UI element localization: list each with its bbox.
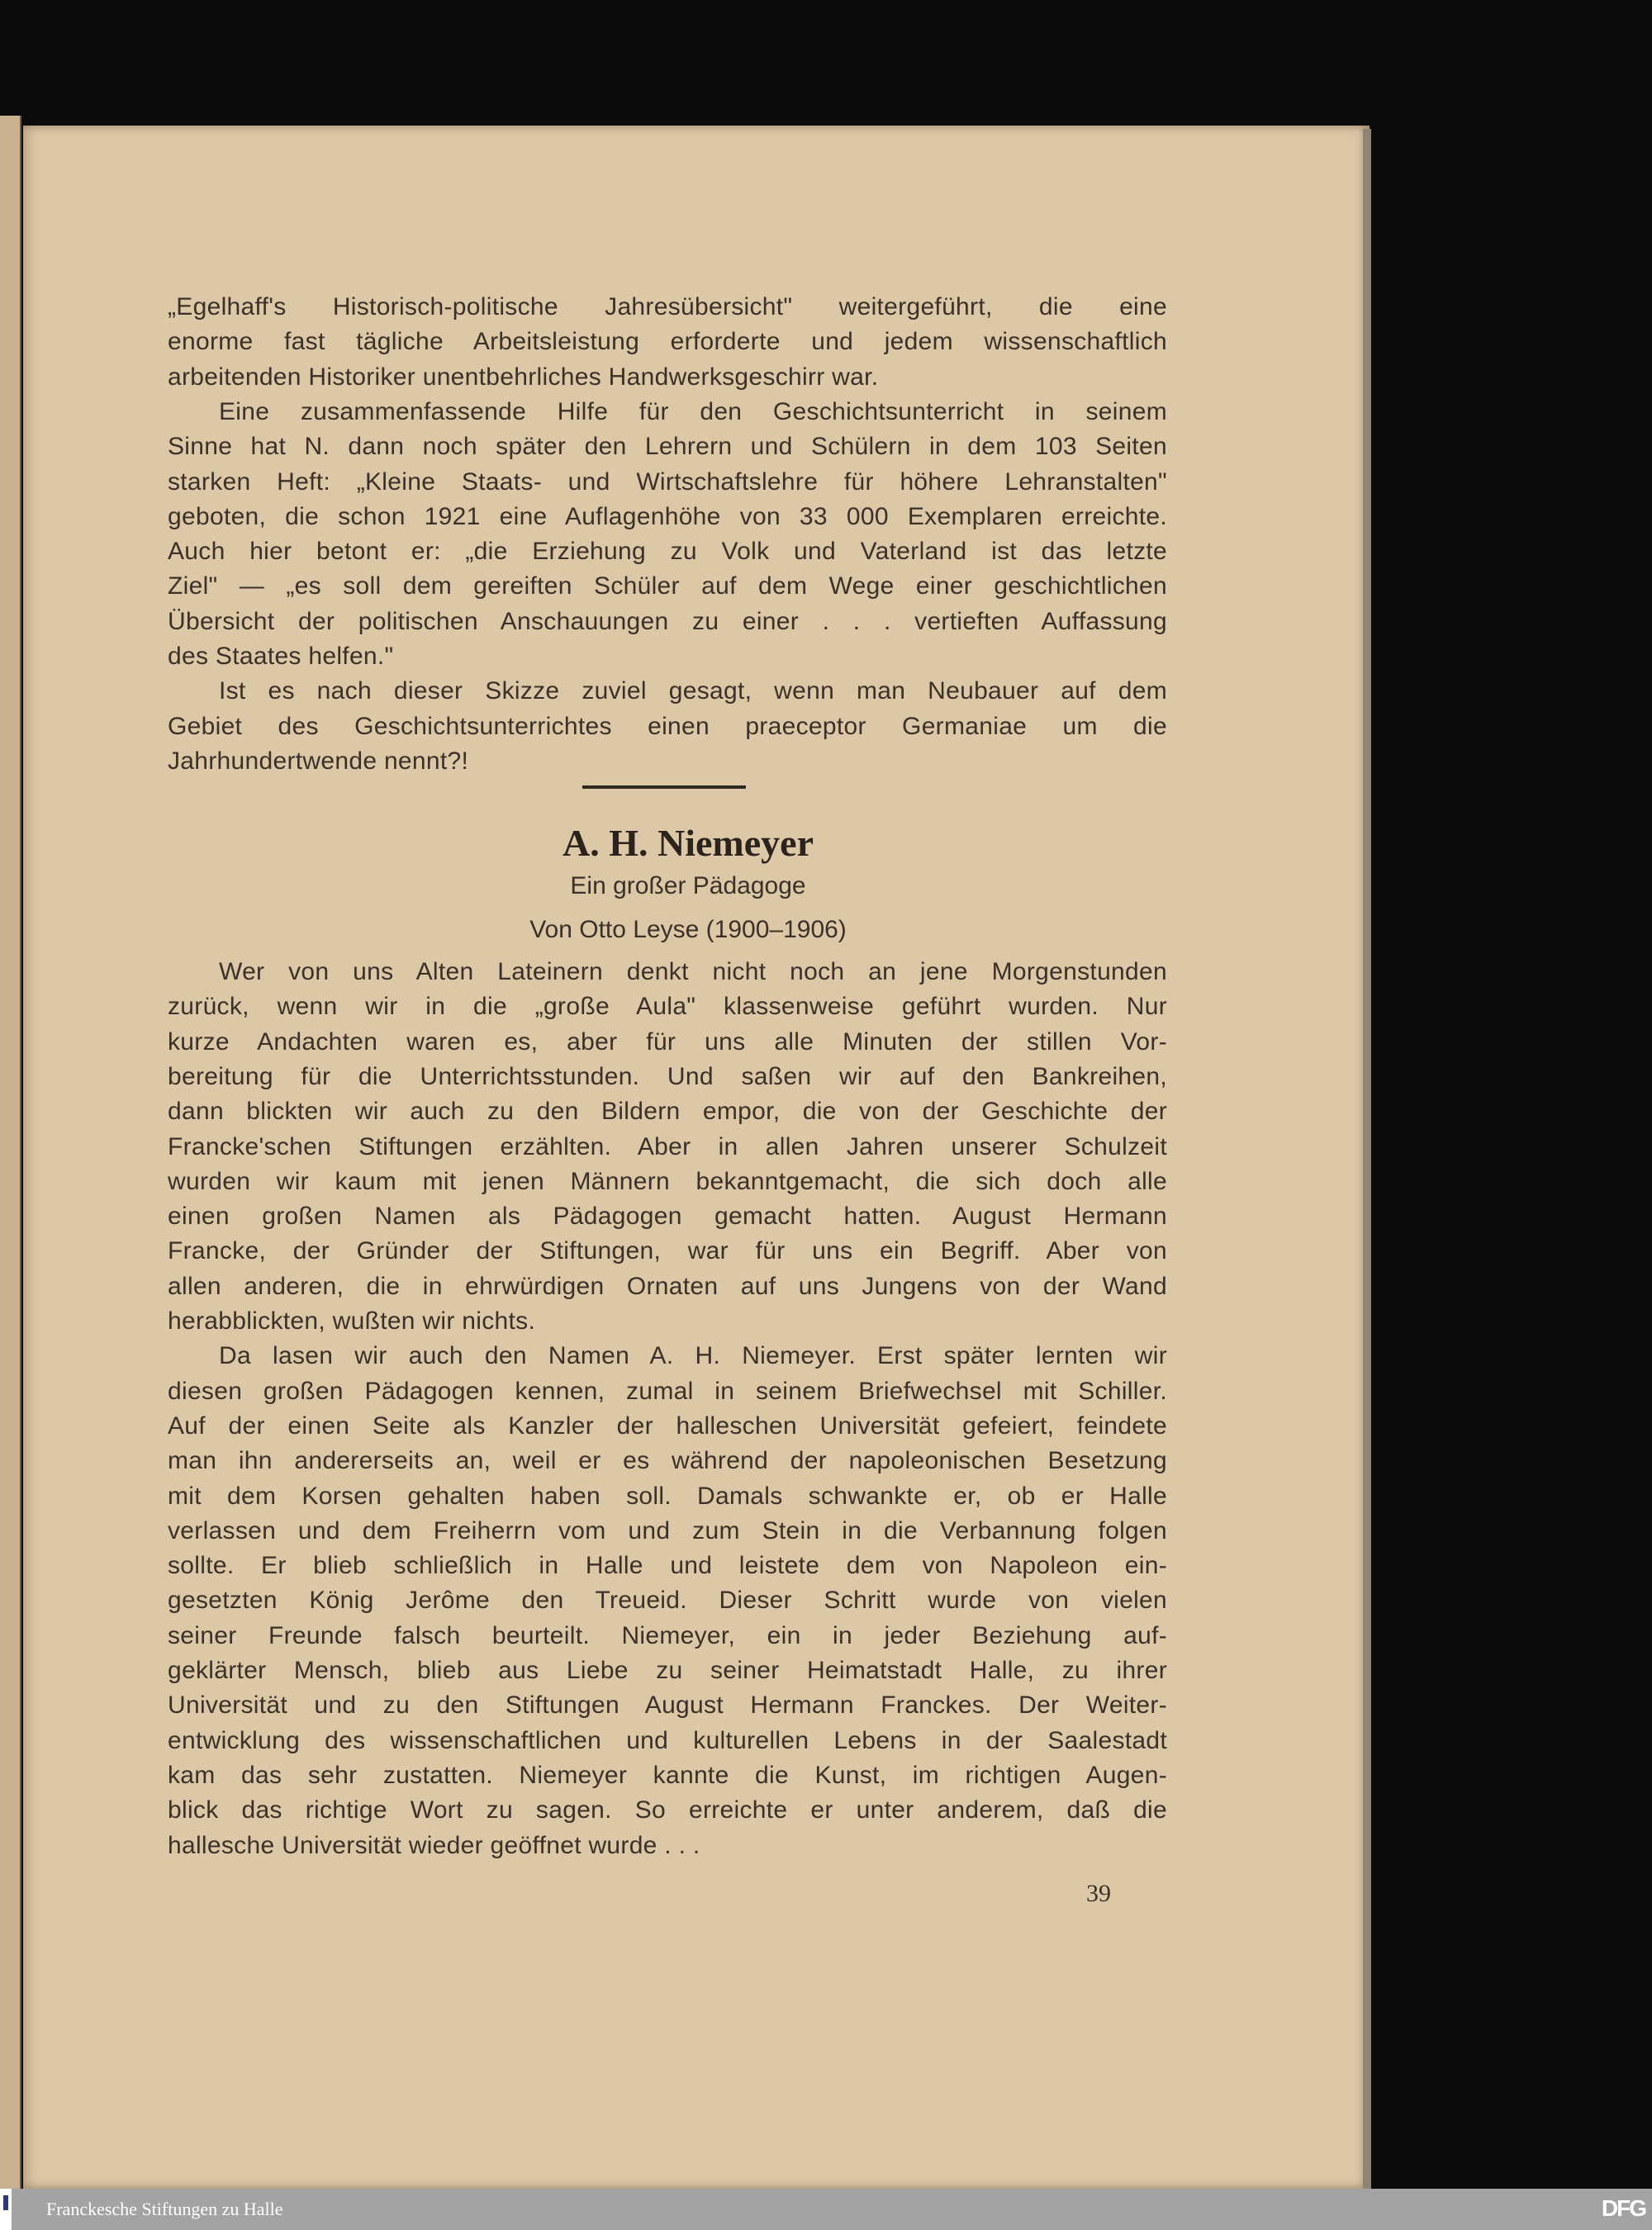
text-line: herabblickten, wußten wir nichts. (168, 1307, 536, 1335)
section-divider (582, 785, 746, 789)
text-line: Auf der einen Seite als Kanzler der halleschen Universität gefeiert, feindete (168, 1412, 1167, 1440)
text-line: Sinne hat N. dann noch später den Lehrern und Schülern in dem 103 Seiten (168, 433, 1167, 461)
text-line: Eine zusammenfassende Hilfe für den Geschichtsunterricht in seinem (219, 397, 1167, 425)
text-line: Universität und zu den Stiftungen August Hermann Franckes. Der Weiter- (168, 1691, 1167, 1720)
text-line: geklärter Mensch, blieb aus Liebe zu seiner Heimatstadt Halle, zu ihrer (168, 1657, 1167, 1684)
page-number: 39 (1086, 1880, 1111, 1907)
text-line: mit dem Korsen gehalten haben soll. Damals schwankte er, ob er Halle (168, 1482, 1167, 1510)
text-line: seiner Freunde falsch beurteilt. Niemeyer, ein in jeder Beziehung auf- (168, 1621, 1167, 1649)
article-title: A. H. Niemeyer (563, 822, 814, 864)
text-line: Ziel" — „es soll dem gereiften Schüler auf dem Wege einer geschichtlichen (168, 572, 1167, 600)
article-byline: Von Otto Leyse (1900–1906) (529, 916, 847, 943)
text-line: kam das sehr zustatten. Niemeyer kannte die Kunst, im richtigen Augen- (168, 1761, 1167, 1789)
text-line: sollte. Er blieb schließlich in Halle und leistete dem von Napoleon ein- (168, 1552, 1167, 1580)
text-line: diesen großen Pädagogen kennen, zumal in seinem Briefwechsel mit Schiller. (168, 1377, 1167, 1405)
text-line: kurze Andachten waren es, aber für uns alle Minuten der stillen Vor- (168, 1027, 1167, 1056)
text-line: zurück, wenn wir in die „große Aula" klassenweise geführt wurden. Nur (168, 993, 1167, 1021)
text-line: enorme fast tägliche Arbeitsleistung erforderte und jedem wissenschaftlich (168, 328, 1167, 356)
text-line: dann blickten wir auch zu den Bildern empor, die von der Geschichte der (168, 1098, 1167, 1126)
previous-page-edge (0, 116, 21, 2189)
text-line: hallesche Universität wieder geöffnet wurde . . . (168, 1831, 700, 1859)
book-page (23, 126, 1370, 2189)
text-line: entwicklung des wissenschaftlichen und kulturellen Lebens in der Saalestadt (168, 1726, 1167, 1754)
text-line: blick das richtige Wort zu sagen. So erreichte er unter anderem, daß die (168, 1796, 1167, 1824)
text-line: des Staates helfen." (168, 643, 394, 670)
page-edge (1363, 129, 1371, 2189)
text-line: bereitung für die Unterrichtsstunden. Und saßen wir auf den Bankreihen, (168, 1062, 1167, 1090)
text-line: Francke'schen Stiftungen erzählten. Aber in allen Jahren unserer Schulzeit (168, 1132, 1167, 1160)
text-line: Jahrhundertwende nennt?! (168, 747, 469, 775)
article-subtitle: Ein großer Pädagoge (570, 872, 806, 899)
text-line: Da lasen wir auch den Namen A. H. Niemeyer. Erst später lernten wir (219, 1342, 1167, 1370)
text-line: Übersicht der politischen Anschauungen zu einer . . . vertieften Auffassung (168, 607, 1167, 635)
text-line: Francke, der Gründer der Stiftungen, war für uns ein Begriff. Aber von (168, 1237, 1167, 1265)
footer-bar (0, 2189, 1652, 2230)
text-line: einen großen Namen als Pädagogen gemacht hatten. August Hermann (168, 1203, 1167, 1231)
institution-logo-icon (0, 2189, 12, 2230)
text-line: verlassen und dem Freiherrn vom und zum Stein in die Verbannung folgen (168, 1516, 1167, 1544)
text-line: Wer von uns Alten Lateinern denkt nicht noch an jene Morgenstunden (219, 958, 1167, 985)
text-line: wurden wir kaum mit jenen Männern bekanntgemacht, die sich doch alle (168, 1167, 1167, 1195)
text-line: geboten, die schon 1921 eine Auflagenhöhe von 33 000 Exemplaren erreichte. (168, 502, 1167, 530)
text-line: arbeitenden Historiker unentbehrliches Handwerksgeschirr war. (168, 363, 879, 391)
text-line: Auch hier betont er: „die Erziehung zu Volk und Vaterland ist das letzte (168, 538, 1167, 566)
text-line: starken Heft: „Kleine Staats- und Wirtschaftslehre für höhere Lehranstalten" (168, 467, 1167, 496)
text-line: allen anderen, die in ehrwürdigen Ornaten auf uns Jungens von der Wand (168, 1272, 1167, 1300)
text-line: man ihn andererseits an, weil er es während der napoleonischen Besetzung (168, 1447, 1167, 1475)
dfg-logo: DFG (1601, 2195, 1645, 2221)
text-line: „Egelhaff's Historisch-politische Jahresübersicht" weitergeführt, die eine (168, 293, 1167, 320)
text-line: gesetzten König Jerôme den Treueid. Dieser Schritt wurde von vielen (168, 1587, 1167, 1615)
institution-name[interactable]: Franckesche Stiftungen zu Halle (46, 2199, 283, 2219)
text-line: Gebiet des Geschichtsunterrichtes einen praeceptor Germaniae um die (168, 712, 1167, 740)
text-line: Ist es nach dieser Skizze zuviel gesagt, wenn man Neubauer auf dem (219, 677, 1167, 705)
